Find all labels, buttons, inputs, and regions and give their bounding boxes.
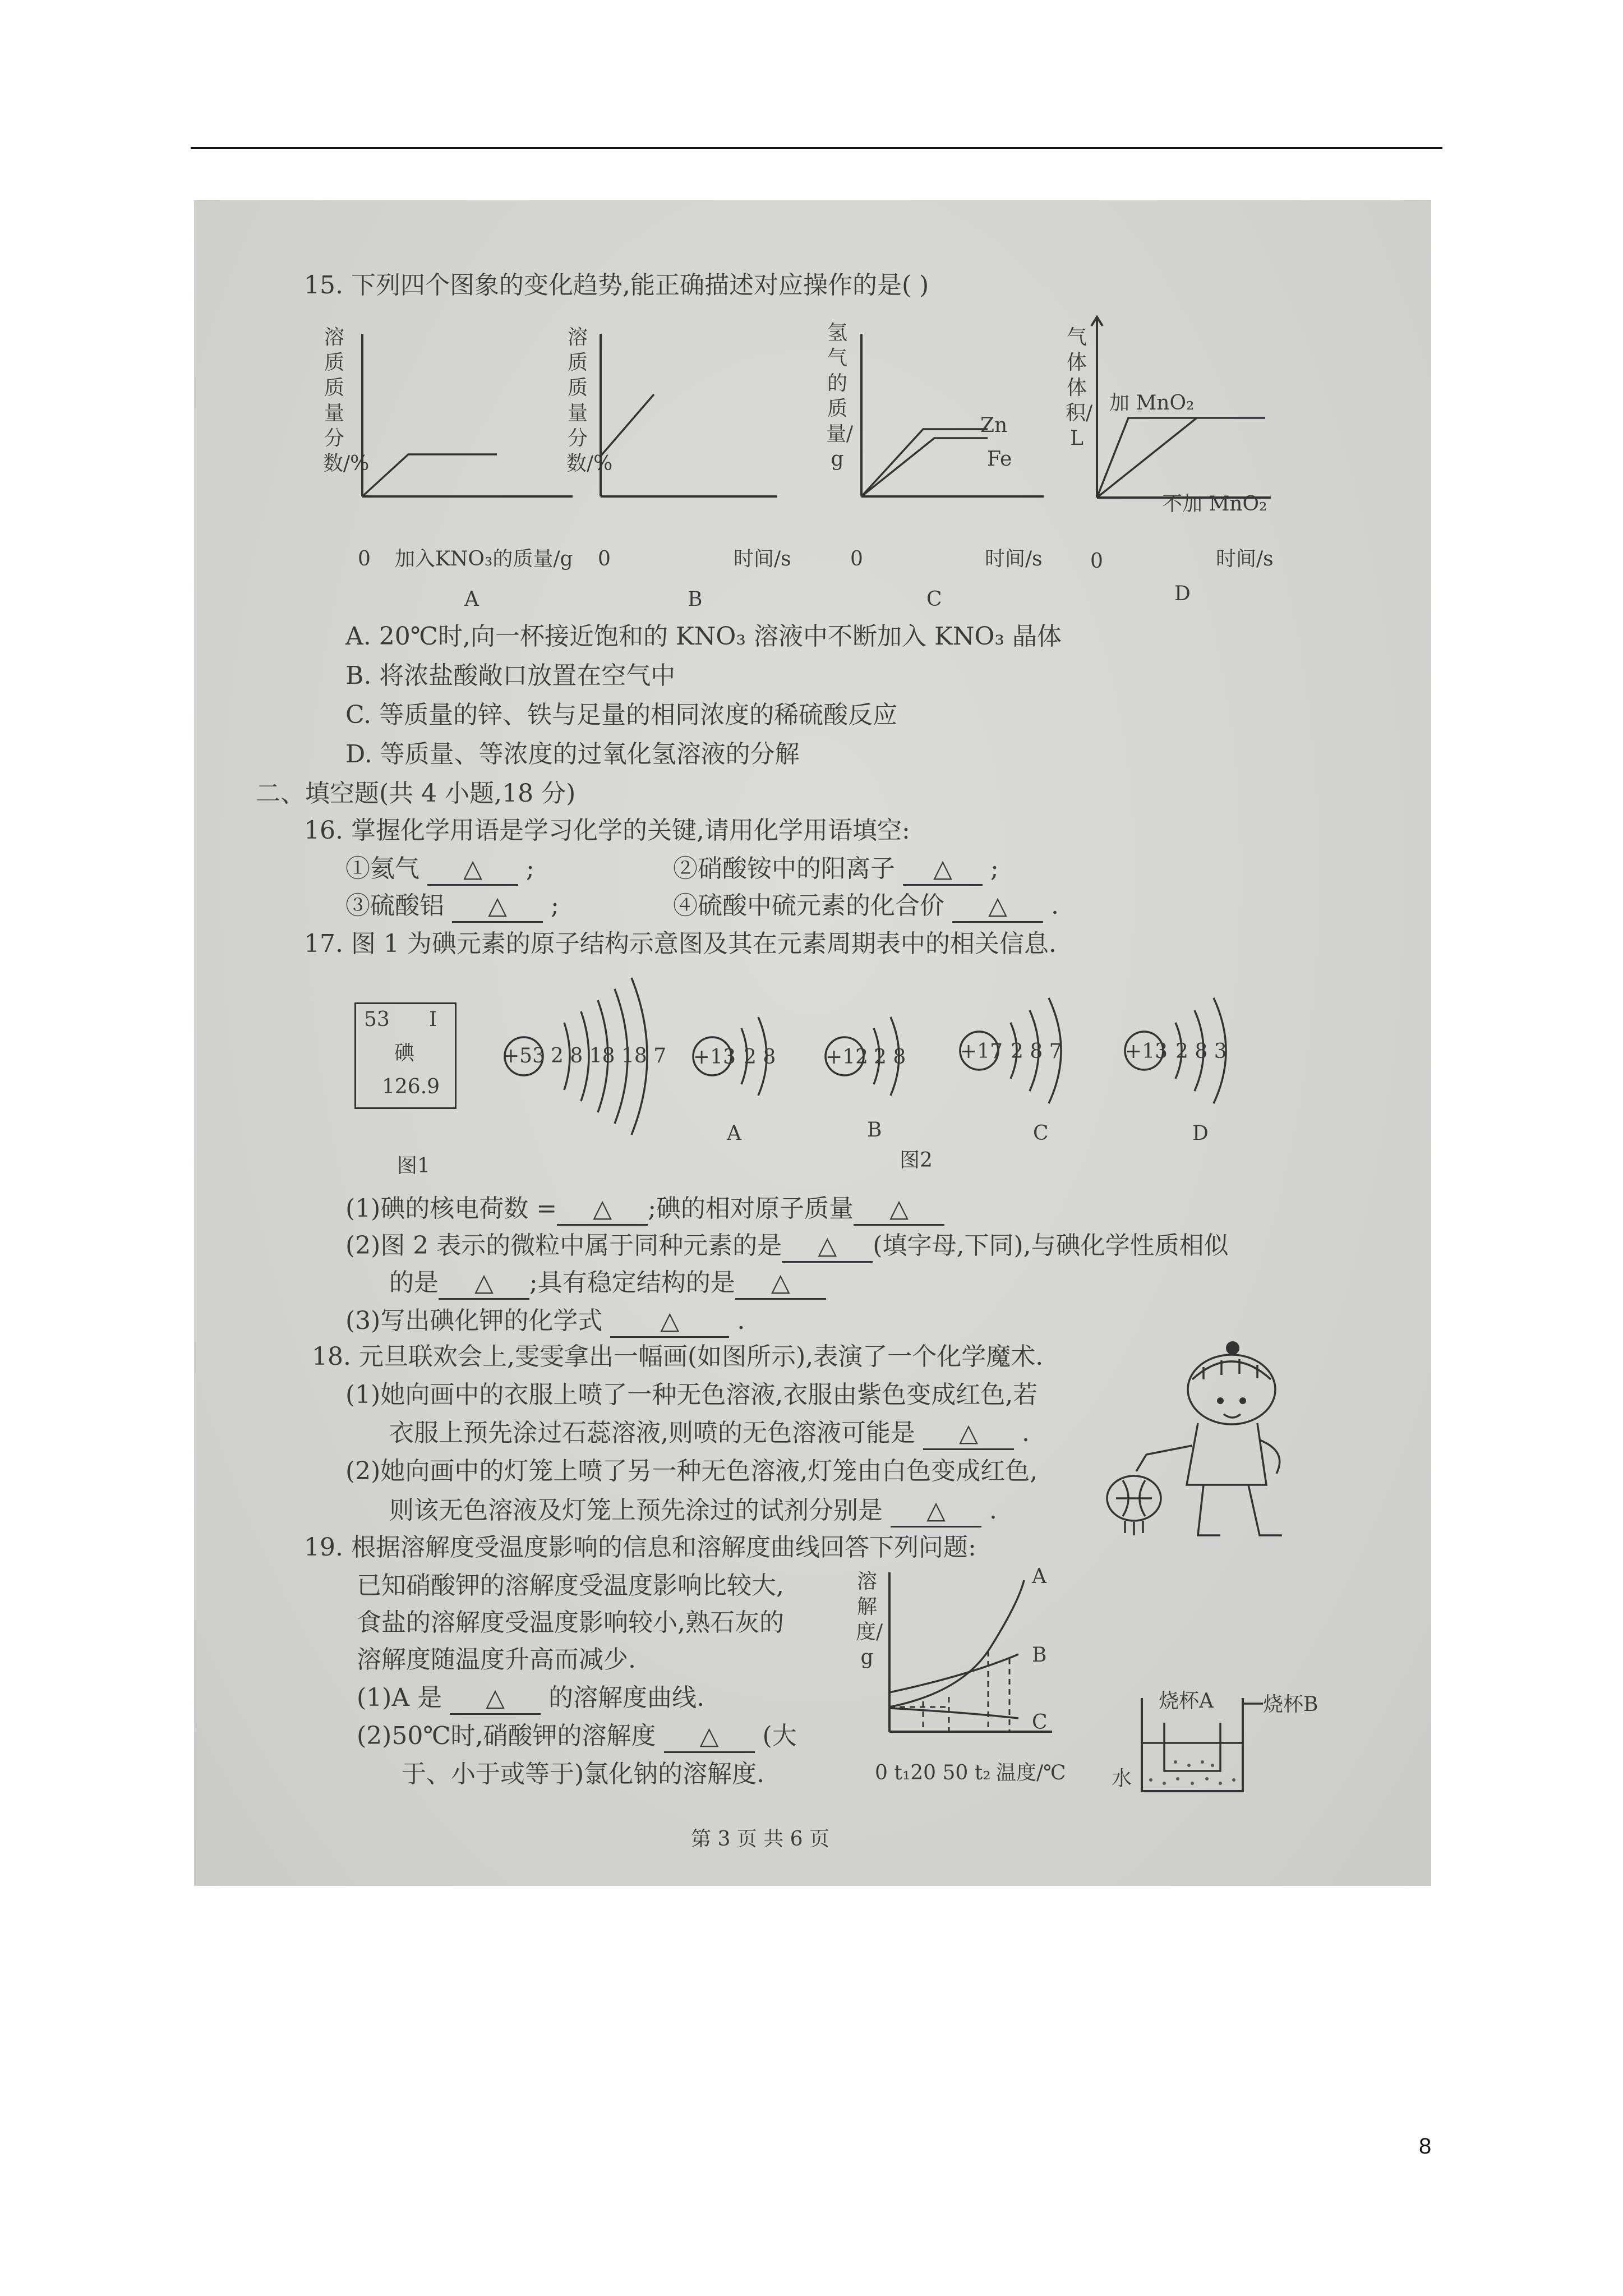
graph-c-xlabel: 时间/s: [985, 547, 1043, 570]
q19-p1: 已知硝酸钾的溶解度受温度影响比较大,: [357, 1571, 784, 1600]
photo-footer: 第 3 页 共 6 页: [691, 1828, 830, 1851]
q19-sub2: (2)50℃时,硝酸钾的溶解度 △ (大: [357, 1722, 797, 1753]
fig1-caption: 图1: [397, 1154, 430, 1177]
q17-sub2: (2)图 2 表示的微粒中属于同种元素的是 △ (填字母,下同),与碘化学性质相似: [345, 1231, 1229, 1263]
solubility-ylabel: 溶解度/g: [856, 1570, 883, 1669]
graph-a-xlabel: 加入KNO₃的质量/g: [395, 547, 573, 570]
atom-a-letter: A: [727, 1122, 741, 1145]
q16-item-3: ③硫酸铝 △ ;: [345, 891, 559, 923]
q17-sub1: (1)碘的核电荷数 = △ ;碘的相对原子质量 △: [345, 1194, 944, 1226]
fig2-caption: 图2: [900, 1149, 933, 1172]
iodine-shells: 2 8 18 18 7: [551, 1045, 667, 1068]
q15-option-b: B. 将浓盐酸敞口放置在空气中: [345, 661, 676, 690]
q18-line1: (1)她向画中的衣服上喷了一种无色溶液,衣服由紫色变成红色,若: [345, 1381, 1038, 1409]
element-symbol: I: [429, 1008, 437, 1031]
graph-c-letter: C: [926, 588, 942, 611]
q16-stem: 16. 掌握化学用语是学习化学的关键,请用化学用语填空:: [304, 816, 910, 845]
atom-b-shells: 2 8: [874, 1046, 906, 1069]
q15-option-c: C. 等质量的锌、铁与足量的相同浓度的稀硫酸反应: [345, 701, 898, 729]
atom-b-letter: B: [867, 1119, 882, 1142]
solubility-graph: [878, 1569, 1058, 1749]
solubility-xlabel: 温度/℃: [996, 1761, 1066, 1784]
q19-sub1: (1)A 是 △ 的溶解度曲线.: [357, 1683, 704, 1715]
graph-a-ylabel: 溶质质量分数/%: [323, 326, 370, 475]
water-label: 水: [1112, 1767, 1132, 1790]
element-number: 53: [364, 1008, 390, 1031]
graph-d-origin: 0: [1090, 550, 1103, 573]
graph-b-origin: 0: [598, 547, 611, 570]
beaker-a-label: 烧杯A: [1159, 1690, 1214, 1713]
graph-d-ylabel: 气体体积/L: [1066, 326, 1093, 450]
header-rule: [191, 147, 1442, 149]
page-number: 8: [1419, 2134, 1432, 2159]
graph-b: [589, 328, 780, 513]
q15-option-d: D. 等质量、等浓度的过氧化氢溶液的分解: [345, 740, 800, 769]
graph-c: [850, 328, 1046, 513]
atom-c-letter: C: [1033, 1122, 1049, 1145]
atom-d-nucleus: +13: [1125, 1040, 1168, 1063]
graph-d-letter: D: [1174, 582, 1191, 605]
q19-p2: 食盐的溶解度受温度影响较小,熟石灰的: [357, 1608, 784, 1637]
solubility-curve-b: B: [1032, 1644, 1047, 1667]
beaker-b-label: 烧杯B: [1263, 1693, 1318, 1716]
q18-line4: 则该无色溶液及灯笼上预先涂过的试剂分别是 △ .: [389, 1496, 997, 1527]
atom-b-nucleus: +12: [826, 1046, 868, 1069]
element-mass: 126.9: [382, 1075, 440, 1098]
graph-a: [351, 328, 575, 513]
atom-a-shells: 2 8: [744, 1046, 776, 1069]
q19-stem: 19. 根据溶解度受温度影响的信息和溶解度曲线回答下列问题:: [304, 1533, 976, 1562]
iodine-nucleus: +53: [502, 1045, 545, 1068]
graph-c-ylabel: 氢气的质量/g: [826, 321, 854, 471]
q16-item-1: ①氦气 △ ;: [345, 854, 534, 886]
solubility-ticks: 0 t₁20 50 t₂: [875, 1761, 991, 1784]
graph-d-xlabel: 时间/s: [1216, 547, 1274, 570]
graph-a-origin: 0: [358, 547, 371, 570]
q15-stem: 15. 下列四个图象的变化趋势,能正确描述对应操作的是( ): [304, 271, 929, 300]
q17-sub2-cont: 的是 △ ;具有稳定结构的是 △: [389, 1268, 826, 1300]
q19-sub2-cont: 于、小于或等于)氯化钠的溶解度.: [402, 1760, 765, 1788]
graph-c-origin: 0: [850, 547, 863, 570]
atom-d-shells: 2 8 3: [1175, 1040, 1227, 1063]
q16-item-2: ②硝酸铵中的阳离子 △ ;: [673, 854, 999, 886]
graph-d-curve2: 不加 MnO₂: [1162, 493, 1267, 516]
q18-stem: 18. 元旦联欢会上,雯雯拿出一幅画(如图所示),表演了一个化学魔术.: [312, 1342, 1044, 1371]
graph-a-letter: A: [464, 588, 479, 611]
atom-a-nucleus: +13: [693, 1046, 736, 1069]
atom-d-letter: D: [1192, 1122, 1209, 1145]
element-box: [354, 1002, 457, 1109]
q16-item-4: ④硫酸中硫元素的化合价 △ .: [673, 891, 1059, 923]
graph-d-curve1: 加 MnO₂: [1109, 392, 1195, 415]
q17-sub3: (3)写出碘化钾的化学式 △ .: [345, 1306, 745, 1338]
q15-option-a: A. 20℃时,向一杯接近饱和的 KNO₃ 溶液中不断加入 KNO₃ 晶体: [345, 622, 1062, 651]
element-name: 碘: [394, 1042, 415, 1065]
solubility-curve-c: C: [1032, 1711, 1048, 1734]
graph-c-curve1: Zn: [980, 414, 1008, 437]
q18-line2: 衣服上预先涂过石蕊溶液,则喷的无色溶液可能是 △ .: [389, 1419, 1030, 1450]
atom-c-shells: 2 8 7: [1011, 1040, 1062, 1063]
graph-b-ylabel: 溶质质量分数/%: [566, 326, 613, 475]
lantern-boy-illustration: [1091, 1339, 1327, 1563]
graph-c-curve2: Fe: [987, 448, 1012, 471]
graph-b-letter: B: [688, 588, 703, 611]
exam-photo: [194, 200, 1431, 1886]
q18-line3: (2)她向画中的灯笼上喷了另一种无色溶液,灯笼由白色变成红色,: [345, 1457, 1038, 1485]
q19-p3: 溶解度随温度升高而减少.: [357, 1645, 636, 1674]
solubility-curve-a: A: [1032, 1565, 1046, 1588]
q17-stem: 17. 图 1 为碘元素的原子结构示意图及其在元素周期表中的相关信息.: [304, 930, 1057, 958]
section-2-title: 二、填空题(共 4 小题,18 分): [256, 779, 576, 808]
atom-c-nucleus: +17: [960, 1040, 1003, 1063]
graph-b-xlabel: 时间/s: [734, 547, 791, 570]
